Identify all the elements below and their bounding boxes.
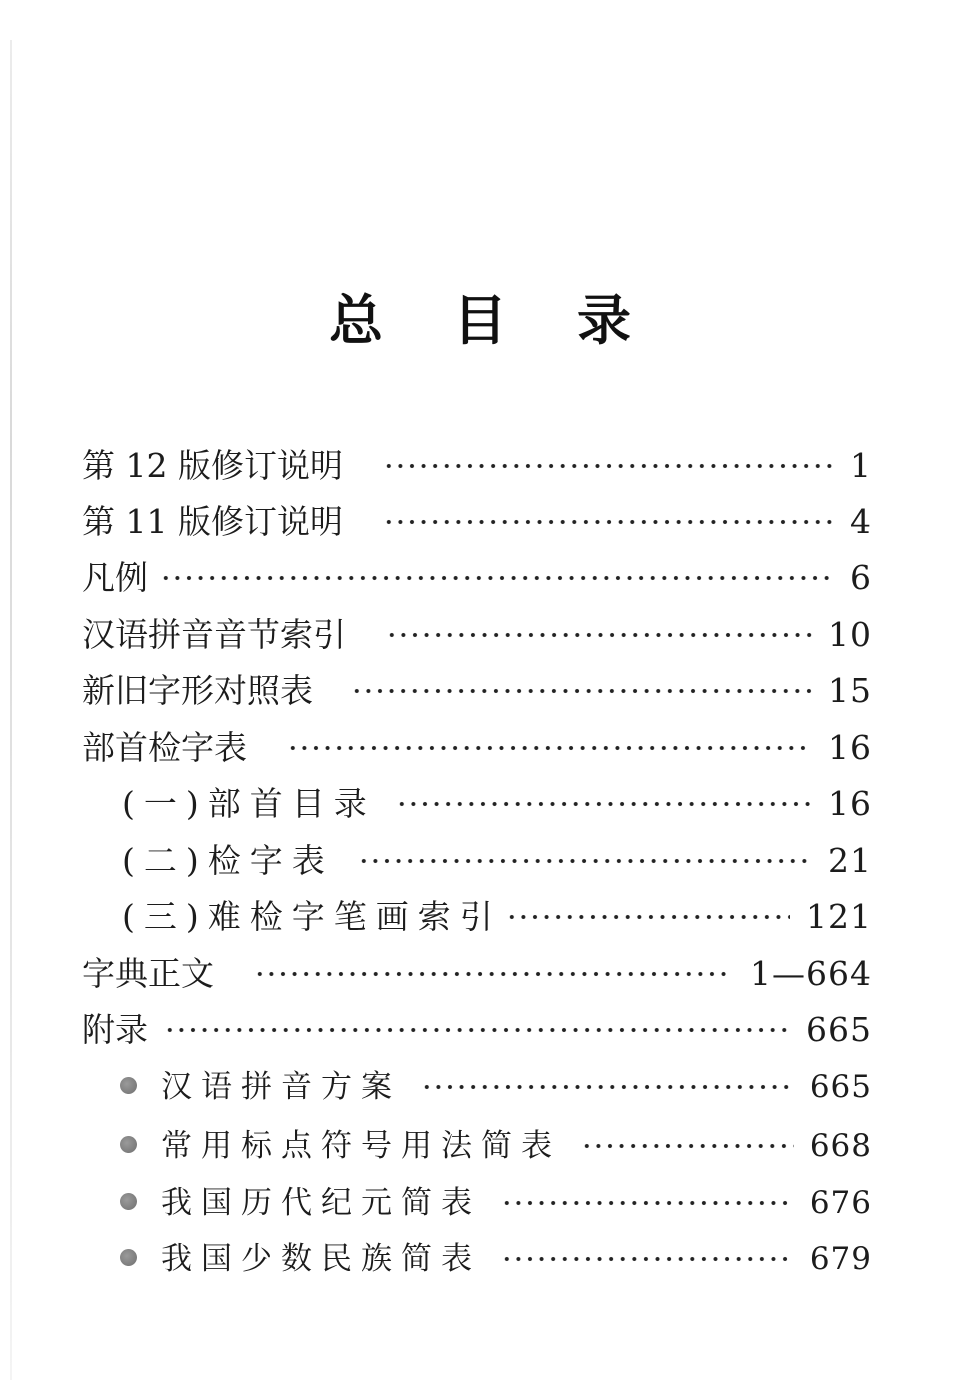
toc-entry-page: 121 [806,897,872,936]
toc-entry-page: 1—664 [750,954,872,993]
toc-entry-page: 1 [850,446,872,485]
appendix-item[interactable] [120,1231,872,1287]
leader-dots [254,946,728,1002]
leader-dots [383,438,834,494]
toc-entry-page: 665 [809,1069,872,1105]
bullet-icon [120,1136,137,1153]
toc-entry[interactable] [82,607,872,663]
leader-dots [501,1231,794,1287]
toc-entry-page: 665 [806,1010,872,1049]
leader-dots [287,720,812,776]
leader-dots [386,607,812,663]
leader-dots [358,833,812,889]
toc-entry-label: 部首检字表 [82,728,247,767]
toc-entry-page: 10 [828,615,872,654]
toc-entry[interactable] [82,438,872,494]
toc-entry[interactable] [82,720,872,776]
toc-entry-label: 字典正文 [82,954,214,993]
toc-entry-label: 新旧字形对照表 [82,671,313,710]
bullet-icon [120,1193,137,1210]
page-title [0,278,960,355]
toc-entry[interactable] [82,663,872,719]
leader-dots [501,1175,794,1231]
leader-dots [421,1059,794,1115]
toc-subentry[interactable] [122,889,872,945]
toc-entry-label: 凡例 [82,558,148,597]
toc-entry-label: (三)难检字笔画索引 [122,897,502,936]
appendix-item[interactable] [120,1175,872,1231]
toc-entry-page: 668 [809,1128,872,1164]
bullet-icon [120,1249,137,1266]
toc-entry-label: 我国历代纪元简表 [161,1185,481,1221]
toc-entry[interactable] [82,1002,872,1058]
toc-entry-label: 第 12 版修订说明 [82,446,343,485]
toc-entry[interactable] [82,550,872,606]
toc-entry-label: (一)部首目录 [122,784,376,823]
toc-entry-label: 附录 [82,1010,148,1049]
toc-entry-label: 汉语拼音音节索引 [82,615,346,654]
toc-subentry[interactable] [122,833,872,889]
toc-entry-page: 679 [809,1241,872,1277]
bullet-icon [120,1077,137,1094]
leader-dots [581,1118,794,1174]
leader-dots [164,1002,790,1058]
appendix-item[interactable] [120,1059,872,1115]
title-char: 总 [329,289,383,352]
leader-dots [351,663,812,719]
toc-entry-label: (二)检字表 [122,841,334,880]
toc-entry[interactable] [82,494,872,550]
toc-entry-page: 15 [828,671,872,710]
toc-entry[interactable] [82,946,872,1002]
title-char: 录 [577,289,631,352]
toc-subentry[interactable] [122,776,872,832]
toc-entry-label: 汉语拼音方案 [161,1069,401,1105]
leader-dots [160,550,834,606]
leader-dots [396,776,812,832]
appendix-item[interactable] [120,1118,872,1174]
toc-entry-page: 6 [850,558,872,597]
toc-entry-label: 我国少数民族简表 [161,1241,481,1277]
leader-dots [383,494,834,550]
toc-entry-page: 676 [809,1185,872,1221]
toc-entry-label: 常用标点符号用法简表 [161,1128,561,1164]
toc-entry-page: 21 [828,841,872,880]
toc-entry-page: 4 [850,502,872,541]
toc-entry-label: 第 11 版修订说明 [82,502,343,541]
scan-edge [10,40,12,1380]
toc-entry-page: 16 [828,728,872,767]
title-char: 目 [453,289,507,352]
leader-dots [506,889,790,945]
toc-entry-page: 16 [828,784,872,823]
